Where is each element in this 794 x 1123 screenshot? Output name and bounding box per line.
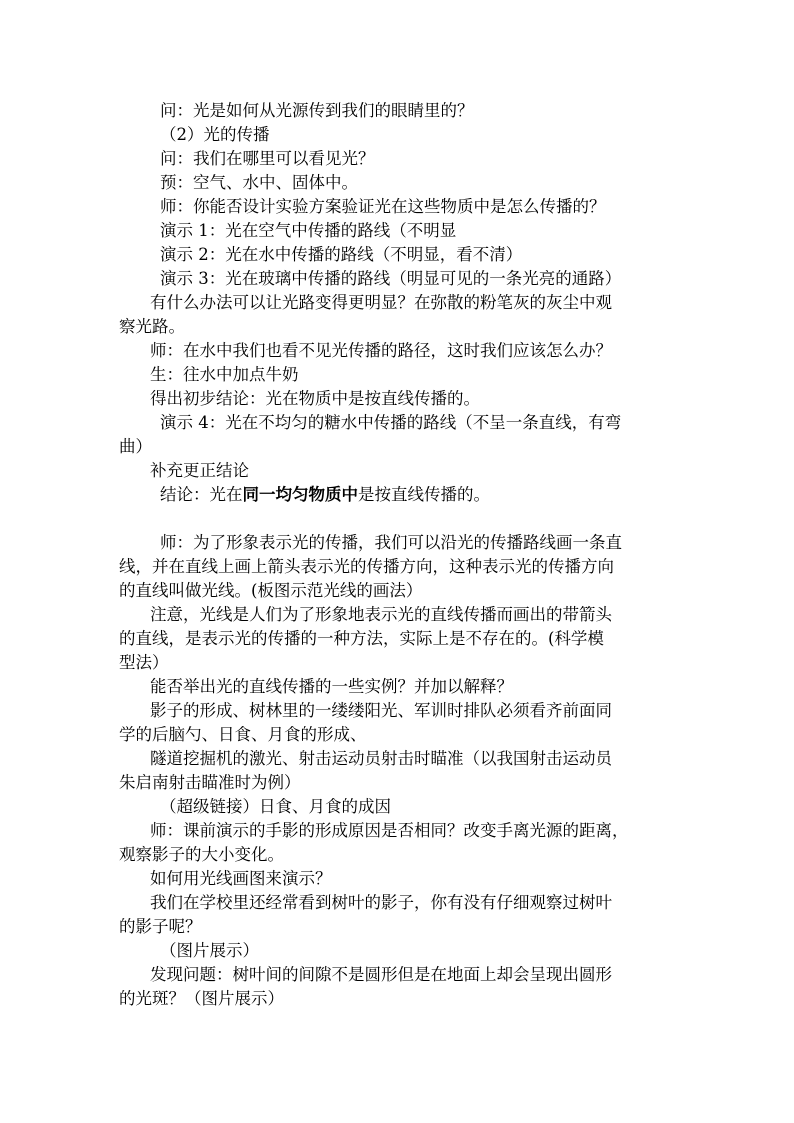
text-line: 的光斑？（图片展示） (119, 989, 284, 1008)
text-line: 线，并在直线上画上箭头表示光的传播方向，这种表示光的传播方向 (119, 557, 614, 576)
text-line: 朱启南射击瞄准时为例） (119, 773, 301, 792)
text-line: 问：我们在哪里可以看见光？ (160, 149, 375, 168)
text-line: 影子的形成、树林里的一缕缕阳光、军训时排队必须看齐前面同 (150, 701, 612, 720)
text-line: 能否举出光的直线传播的一些实例？并加以解释？ (150, 677, 513, 696)
text-line: 我们在学校里还经常看到树叶的影子，你有没有仔细观察过树叶 (150, 893, 612, 912)
text-line: 师：你能否设计实验方案验证光在这些物质中是怎么传播的？ (160, 197, 606, 216)
text-line: 演示 3：光在玻璃中传播的路线（明显可见的一条光亮的通路） (160, 269, 622, 288)
text-line: 察光路。 (119, 317, 185, 336)
text-line: （2）光的传播 (160, 125, 270, 144)
text-line: 注意，光线是人们为了形象地表示光的直线传播而画出的带箭头 (150, 605, 612, 624)
text-line: 曲） (119, 437, 152, 456)
text-line: 师：在水中我们也看不见光传播的路径，这时我们应该怎么办？ (150, 341, 612, 360)
text-line: 的直线叫做光线。(板图示范光线的画法） (119, 581, 423, 600)
text-line: （超级链接）日食、月食的成因 (160, 797, 391, 816)
text-line: 如何用光线画图来演示？ (150, 869, 332, 888)
text-line: 演示 1：光在空气中传播的路线（不明显 (160, 221, 457, 240)
text-line: 问：光是如何从光源传到我们的眼睛里的？ (160, 101, 474, 120)
text-line: 师：为了形象表示光的传播，我们可以沿光的传播路线画一条直 (160, 533, 622, 552)
text-line: 预：空气、水中、固体中。 (160, 173, 358, 192)
text-line: 补充更正结论 (150, 461, 249, 480)
text-line: 演示 2：光在水中传播的路线（不明显，看不清） (160, 245, 523, 264)
text-line: 师：课前演示的手影的形成原因是否相同？改变手离光源的距离， (150, 821, 629, 840)
text-line: 演示 4：光在不均匀的糖水中传播的路线（不呈一条直线，有弯 (160, 413, 622, 432)
text-line: 隧道挖掘机的激光、射击运动员射击时瞄准（以我国射击运动员 (150, 749, 612, 768)
text-line: （图片展示） (160, 941, 259, 960)
conclusion-prefix: 结论：光在 (160, 485, 243, 504)
text-line: 得出初步结论：光在物质中是按直线传播的。 (150, 389, 480, 408)
text-line: 有什么办法可以让光路变得更明显？在弥散的粉笔灰的灰尘中观 (150, 293, 612, 312)
conclusion-suffix: 是按直线传播的。 (358, 485, 490, 504)
text-line: 的直线，是表示光的传播的一种方法，实际上是不存在的。(科学模 (119, 629, 604, 648)
text-line: 学的后脑勺、日食、月食的形成、 (119, 725, 367, 744)
conclusion-emphasis: 同一均匀物质中 (242, 485, 358, 504)
text-line: 的影子呢？ (119, 917, 202, 936)
text-line: 生：往水中加点牛奶 (150, 365, 299, 384)
text-line: 发现问题：树叶间的间隙不是圆形但是在地面上却会呈现出圆形 (150, 965, 612, 984)
conclusion-line (160, 483, 490, 507)
text-line: 观察影子的大小变化。 (119, 845, 284, 864)
text-line: 型法） (119, 653, 169, 672)
